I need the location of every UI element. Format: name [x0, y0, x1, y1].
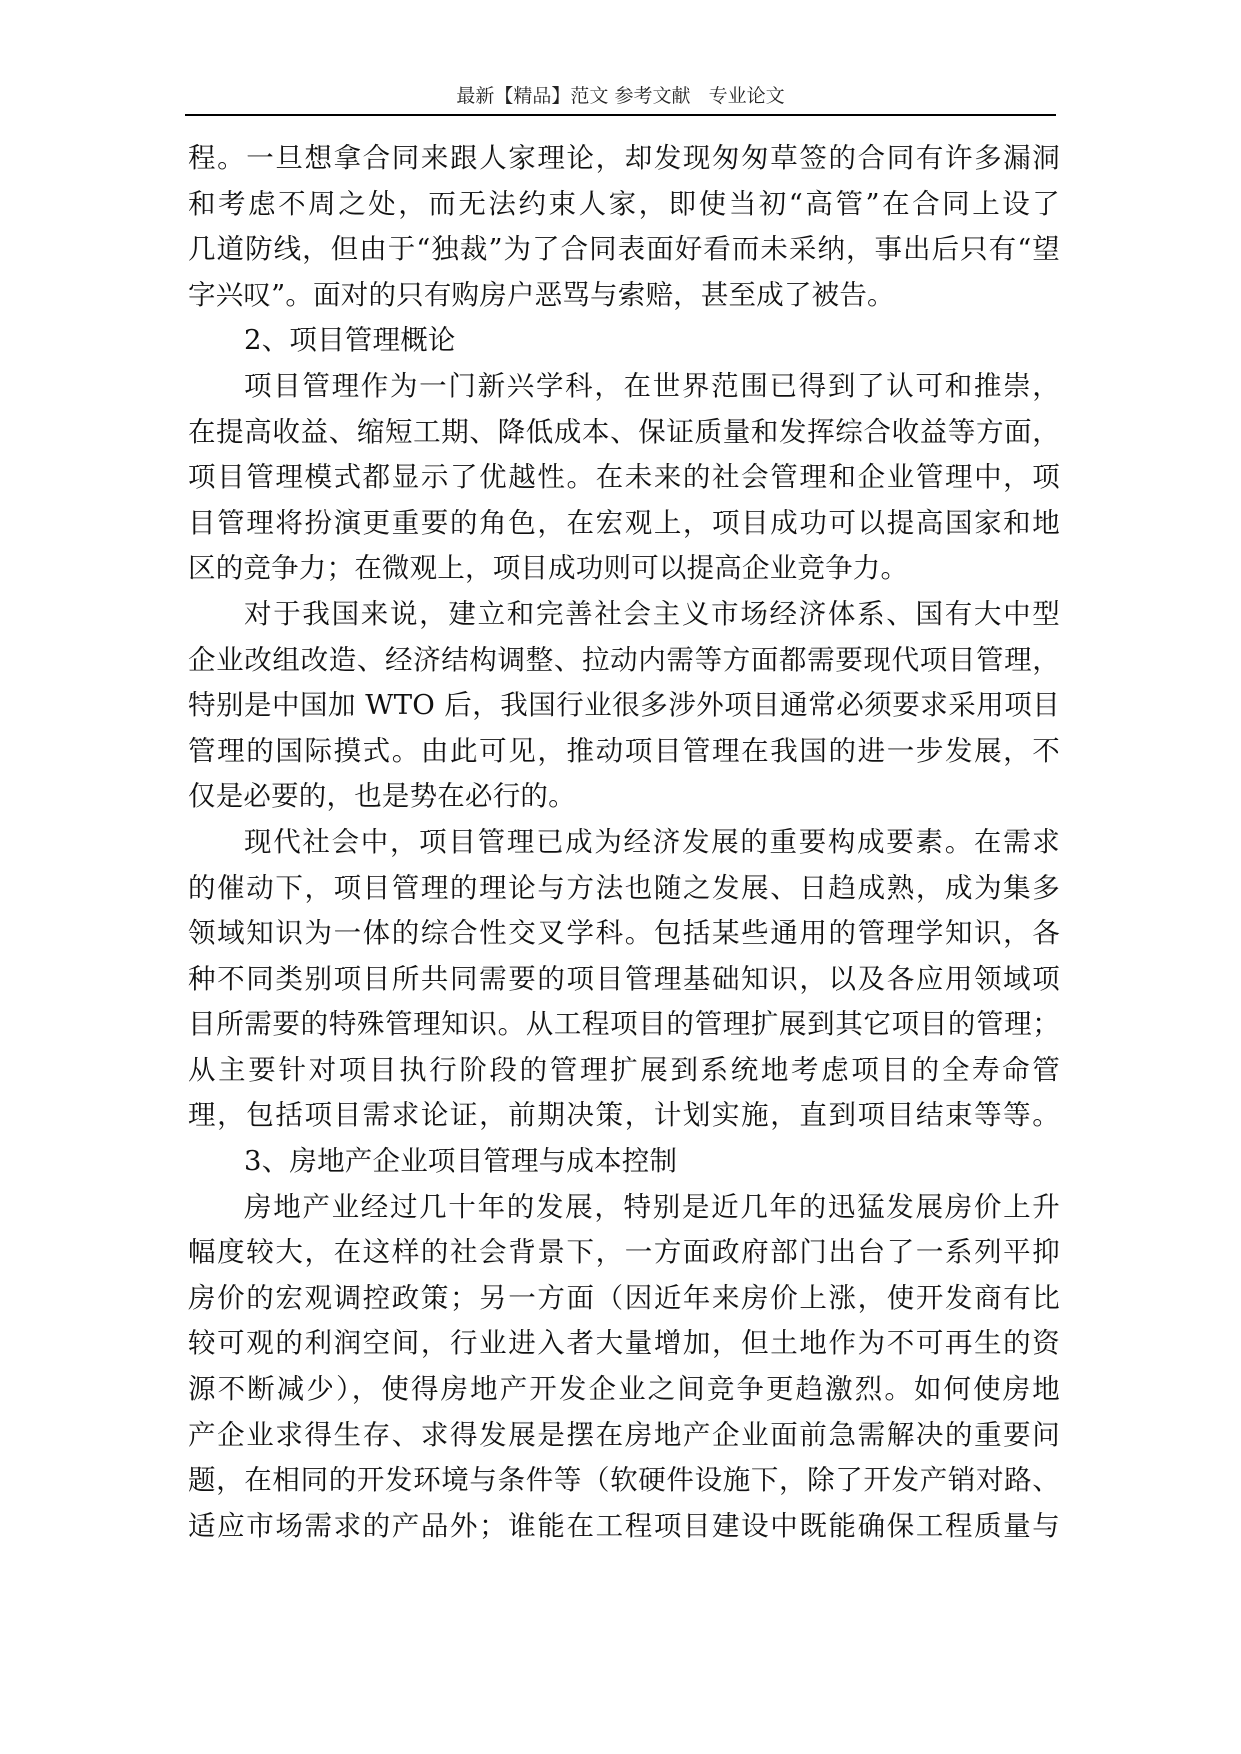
header-rule — [185, 114, 1056, 116]
text-line: 产企业求得生存、求得发展是摆在房地产企业面前急需解决的重要问 — [188, 1418, 1060, 1451]
text-line: 特别是中国加 WTO 后，我国行业很多涉外项目通常必须要求采用项目 — [188, 689, 1060, 722]
document-body — [188, 136, 1060, 1549]
text-line: 几道防线，但由于“独裁”为了合同表面好看而未采纳，事出后只有“望 — [188, 233, 1060, 266]
text-line: 从主要针对项目执行阶段的管理扩展到系统地考虑项目的全寿命管 — [188, 1053, 1060, 1086]
text-line: 区的竞争力；在微观上，项目成功则可以提高企业竞争力。 — [188, 552, 909, 585]
text-line: 源不断减少），使得房地产开发企业之间竞争更趋激烈。如何使房地 — [188, 1373, 1060, 1406]
text-line: 和考虑不周之处，而无法约束人家，即使当初“高管”在合同上设了 — [188, 187, 1060, 220]
text-line: 目所需要的特殊管理知识。从工程项目的管理扩展到其它项目的管理； — [188, 1008, 1060, 1041]
text-line: 对于我国来说，建立和完善社会主义市场经济体系、国有大中型 — [244, 597, 1060, 630]
text-line: 企业改组改造、经济结构调整、拉动内需等方面都需要现代项目管理， — [188, 643, 1060, 676]
text-line: 题，在相同的开发环境与条件等（软硬件设施下，除了开发产销对路、 — [188, 1464, 1060, 1497]
text-line: 的催动下，项目管理的理论与方法也随之发展、日趋成熟，成为集多 — [188, 871, 1060, 904]
text-line: 3、房地产企业项目管理与成本控制 — [244, 1145, 678, 1178]
text-line: 目管理将扮演更重要的角色，在宏观上，项目成功可以提高国家和地 — [188, 506, 1060, 539]
text-line: 在提高收益、缩短工期、降低成本、保证质量和发挥综合收益等方面， — [188, 415, 1060, 448]
text-line: 领域知识为一体的综合性交叉学科。包括某些通用的管理学知识，各 — [188, 917, 1060, 950]
text-line: 仅是必要的，也是势在必行的。 — [188, 780, 576, 813]
text-line: 适应市场需求的产品外；谁能在工程项目建设中既能确保工程质量与 — [188, 1509, 1060, 1542]
text-line: 幅度较大，在这样的社会背景下，一方面政府部门出台了一系列平抑 — [188, 1236, 1060, 1269]
text-line: 项目管理作为一门新兴学科，在世界范围已得到了认可和推崇， — [244, 369, 1060, 402]
text-line: 房价的宏观调控政策；另一方面（因近年来房价上涨，使开发商有比 — [188, 1281, 1060, 1314]
text-line: 字兴叹”。面对的只有购房户恶骂与索赔，甚至成了被告。 — [188, 278, 895, 311]
text-line: 较可观的利润空间，行业进入者大量增加，但土地作为不可再生的资 — [188, 1327, 1060, 1360]
text-line: 现代社会中，项目管理已成为经济发展的重要构成要素。在需求 — [244, 825, 1060, 858]
page-header: 最新【精品】范文 参考文献 专业论文 — [456, 85, 785, 107]
text-line: 理，包括项目需求论证，前期决策，计划实施，直到项目结束等等。 — [188, 1099, 1060, 1132]
text-line: 房地产业经过几十年的发展，特别是近几年的迅猛发展房价上升 — [244, 1190, 1060, 1223]
text-line: 管理的国际摸式。由此可见，推动项目管理在我国的进一步发展，不 — [188, 734, 1060, 767]
text-line: 2、项目管理概论 — [244, 324, 456, 357]
text-line: 种不同类别项目所共同需要的项目管理基础知识，以及各应用领域项 — [188, 962, 1060, 995]
text-line: 程。一旦想拿合同来跟人家理论，却发现匆匆草签的合同有许多漏洞 — [188, 142, 1060, 174]
text-line: 项目管理模式都显示了优越性。在未来的社会管理和企业管理中，项 — [188, 461, 1060, 494]
